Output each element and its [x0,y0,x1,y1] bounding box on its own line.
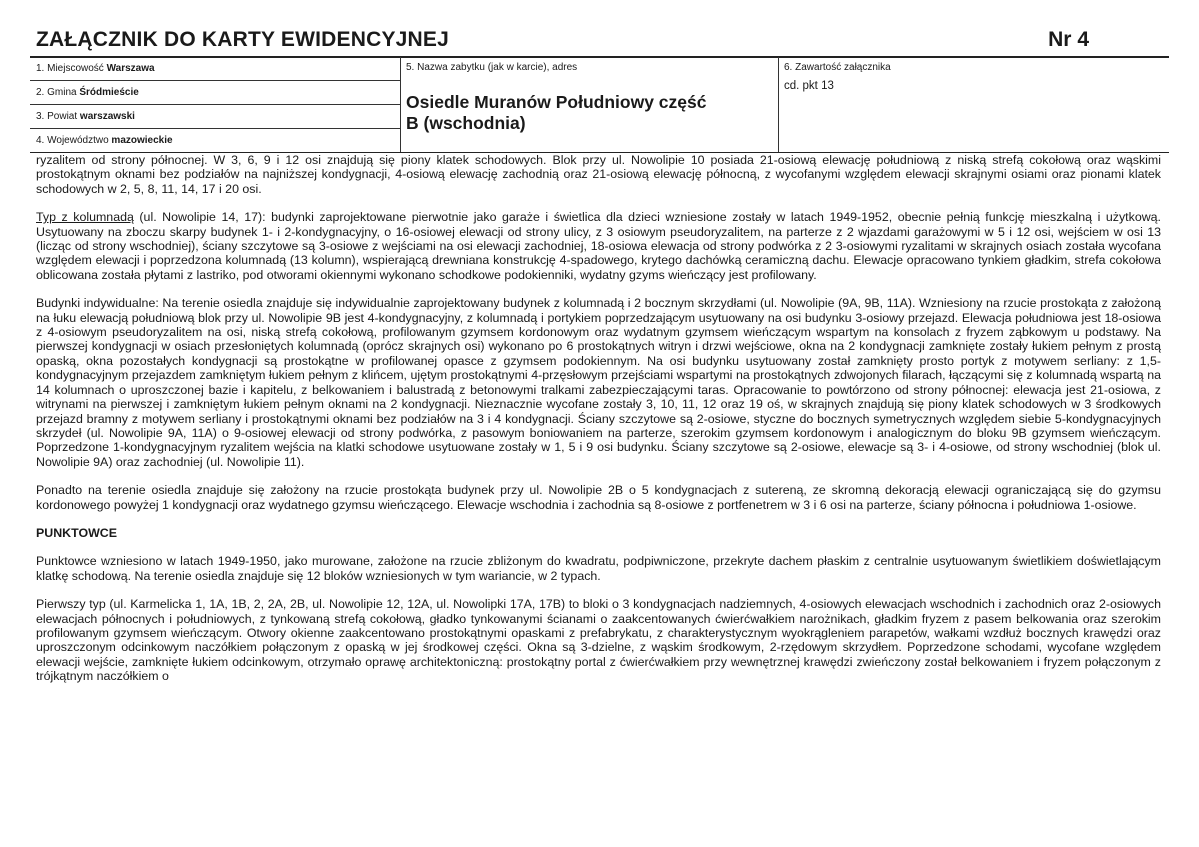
section-heading: PUNKTOWCE [36,525,117,540]
field-value: cd. pkt 13 [784,80,834,92]
paragraph-lead: Typ z kolumnadą [36,210,134,225]
monument-name-field [400,57,779,153]
field-value: Śródmieście [79,87,139,98]
field-value: Warszawa [106,63,155,74]
field-label: 5. Nazwa zabytku (jak w karcie), adres [406,62,578,73]
field-label: 4. Województwo [36,135,109,146]
paragraph: Punktowce wzniesiono w latach 1949-1950, jako murowane, założone na rzucie zbliżonym do kwadratu, podpiwniczone, przekryte dachem płaskim z centralnie usytuowanym świetlikiem doświetlającym klatkę schodową. Na terenie osiedla znajduje się 12 bloków wzniesionych w tym wariancie, w 2 typach. [36,554,1161,583]
field-gmina [30,81,400,105]
field-label: 3. Powiat [36,111,78,122]
monument-name-line: B (wschodnia) [406,113,526,133]
monument-name [406,92,706,134]
paragraph: Ponadto na terenie osiedla znajduje się założony na rzucie prostokąta budynek przy ul. Nowolipie 2B o 5 kondygnacjach z sutereną, ze skromną dekoracją elewacji ograniczającą się do gzymsu kordonowego powyżej 1 kondygnacji oraz wydatnego gzymsu wieńczącego. Elewacje wschodnia i zachodnia są 8-osiowe z portfenetrem w 3 i 6 osi na parterze, ściany północna i południowa 1-osiowe. [36,483,1161,512]
field-label: 2. Gmina [36,87,77,98]
location-fields [30,57,401,153]
paragraph: Budynki indywidualne: Na terenie osiedla znajduje się indywidualnie zaprojektowany budynek z kolumnadą i 2 bocznym skrzydłami (ul. Nowolipie (9A, 9B, 11A). Wzniesiony na rzucie prostokąta z założoną na łuku elewacją południową blok przy ul. Nowolipie 9B jest 4-kondygnacyjny, z kolumnadą i portykiem poprzedzającym usytuowany na osi budynku 3-osiowy przejazd. Elewacja południowa jest 18-osiowa z 4-osiowym pseudoryzalitem na osi, niską strefą cokołową, profilowanym gzymsem kordonowym oraz wydatnym gzymsem wieńczącym wspartym na konsolach z fryzem ząbkowym u podstawy. Na pierwszej kondygnacji w osiach przesłoniętych kolumnadą (oprócz skrajnych osi) wykonano po 6 prostokątnych witryn i drzwi wejściowe, okna na 2 kondygnacji zamknięte zostały łukiem pełnym z prostą opaską, okna pozostałych kondygnacji są prostokątne w profilowanej opasce z gzymsem podokiennym. Na osi budynku usytuowany został zamknięty prosto portyk z motywem serliany: z 1,5-kondygnacyjnym przejazdem zamkniętym łukiem pełnym z klińcem, ujętym prostokątnymi 4-przęsłowym przejściami wspartymi na prostokątnych zdwojonych filarach, łączącymi się z kolumnadą wspartą na 14 kolumnach o uproszczonej bazie i kapitelu, z belkowaniem i balustradą z betonowymi tralkami zabezpieczającymi taras. Opracowanie to powtórzono od strony północnej: elewacja jest 21-osiowa, z witrynami na pierwszej i zamkniętym łukiem pełnym oknami na 2 kondygnacji. Nieznacznie wycofane zostały 3, 10, 11, 12 oraz 19 oś, w skrajnych znajdują się piony klatek schodowych w 3 środkowych przejazd bramny z motywem serliany i prostokątnymi oknami bez podziałów na 3 i 4 kondygnacji. Ściany szczytowe są 2-osiowe, styczne do bocznych symetrycznych względem siebie 5-kondygnacyjnych skrzydeł (ul. Nowolipie 9A, 11A) o 9-osiowej elewacji od strony podwórka, z pasowym boniowaniem na parterze, szerokim gzymsem kordonowym i analogicznym do bloku 9B gzymsem wieńczącym. Poprzedzone 1-kondygnacyjnym ryzalitem wejścia na klatki schodowe usytuowane zostały w 1, 5 i 9 osi budynku. Ściany szczytowe są 2-osiowe, elewacje są 3- i 4-osiowe, od strony wschodniej (blok ul. Nowolipie 9A) oraz zachodniej (ul. Nowolipie 11). [36,296,1161,469]
field-label: 6. Zawartość załącznika [784,62,891,73]
field-value: mazowieckie [111,135,173,146]
field-wojewodztwo [30,129,400,153]
paragraph-text: (ul. Nowolipie 14, 17): budynki zaprojektowane pierwotnie jako garaże i świetlica dla dzieci wzniesione zostały w latach 1949-1952, obecnie pełnią funkcję mieszkalną i użytkową. Usytuowany na zboczu skarpy budynek 1- i 2-kondygnacyjny, o 16-osiowej elewacji od strony ulicy, z 3 osiowym pseudoryzalitem, na parterze z 2 wjazdami garażowymi w 5 i 12 osi, wejściem w osi 13 (licząc od strony wschodniej), ściany szczytowe są 3-osiowe z wejściami na osi elewacji zachodniej, 18-osiowa elewacja od strony podwórka z 2 3-osiowymi ryzalitami w skrajnych osiach została wycofana względem elewacji i poprzedzona kolumnadą (13 kolumn), wspierającą drewniana konstrukcję 4-spadowego, krytego dachówką ceramiczną dachu. Elewacje opracowano tynkiem gładkim, strefa cokołowa oblicowana została płytami z lastriko, pod otworami okiennymi wykonano schodkowe podokienniki, wydatny gzyms wieńczący jest profilowany. [36,210,1161,282]
metadata-table [30,57,1171,153]
attachment-number: Nr 4 [1048,28,1089,51]
paragraph [36,210,1161,282]
monument-name-line: Osiedle Muranów Południowy część [406,92,707,112]
field-powiat [30,105,400,129]
document-title: ZAŁĄCZNIK DO KARTY EWIDENCYJNEJ [36,28,450,51]
field-miejscowosc [30,57,400,81]
document-body [36,153,1161,698]
paragraph: ryzalitem od strony północnej. W 3, 6, 9 i 12 osi znajdują się piony klatek schodowych. Blok przy ul. Nowolipie 10 posiada 21-osiową elewację południową z niską strefą cokołową oraz wąskimi prostokątnym oknami bez podziałów na najniższej kondygnacji, 4-osiową elewację zachodnią oraz 21-osiową elewację północną, z wycofanymi względem elewacji skrajnymi osiami oraz pionami klatek schodowych w 2, 5, 8, 11, 14, 17 i 20 osi. [36,153,1161,196]
attachment-content-field [778,57,1171,153]
field-label: 1. Miejscowość [36,63,104,74]
field-value: warszawski [79,111,135,122]
paragraph: Pierwszy typ (ul. Karmelicka 1, 1A, 1B, 2, 2A, 2B, ul. Nowolipie 12, 12A, ul. Nowolipki 17A, 17B) to bloki o 3 kondygnacjach nadziemnych, 4-osiowych elewacjach wschodnich i zachodnich oraz 2-osiowych elewacjach północnych i południowych, z tynkowaną strefą cokołową, gładko tynkowanymi ścianami o zaakcentowanych ćwierćwałkiem narożnikach, gładkim fryzem z pasem belkowania oraz szerokim profilowanym gzymsem wieńczącym. Otwory okienne zaakcentowano prostokątnymi opaskami z prefabrykatu, z charakterystycznym wyokrągleniem parapetów, wałkami wzdłuż bocznych krawędzi oraz uproszczonym odcinkowym naczółkiem połączonym z opaską w jej środkowej części. Okna są 3-dzielne, z wąskim środkowym, 2-rzędowym skrzydłem. Poprzedzone schodami, wycofane względem elewacji wejście, zamknięte łukiem odcinkowym, otrzymało oprawę architektoniczną: prostokątny portal z ćwierćwałkiem przy wewnętrznej krawędzi zwieńczony został belkowaniem i fryzem połączonym z trójkątnym naczółkiem o [36,597,1161,684]
